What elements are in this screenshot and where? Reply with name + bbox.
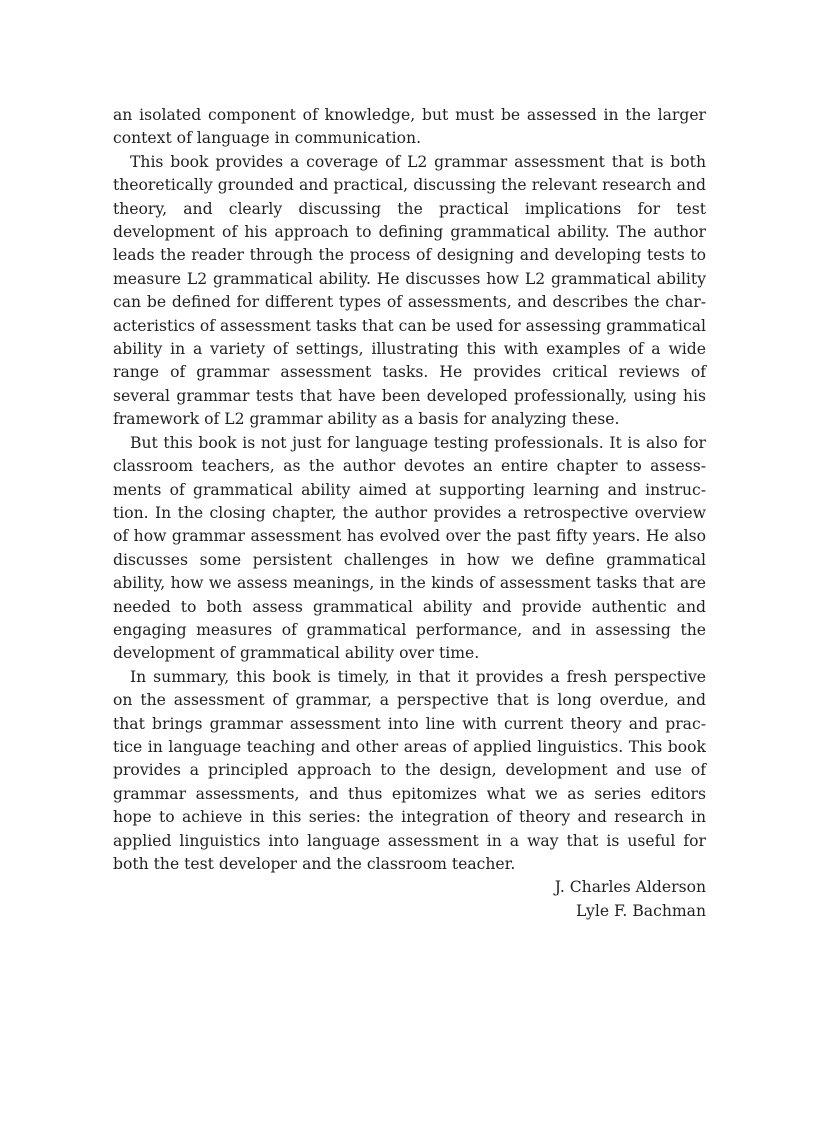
paragraph-classroom-teachers: But this book is not just for language testing professionals. It is also for classroom teachers, as the author devotes an entire chapter to assessments of grammatical ability aimed at supporting learning and instruction. In the closing chapter, the author provides a retrospective overview of how grammar assessment has evolved over the past fifty years. He also discusses some persistent challenges in how we define grammatical ability, how we assess meanings, in the kinds of assessment tasks that are needed to both assess grammatical ability and provide authentic and engaging measures of grammatical performance, and in assessing the development of grammatical ability over time. bbox=[113, 433, 706, 663]
foreword-text bbox=[113, 104, 706, 923]
paragraph-book-coverage: This book provides a coverage of L2 grammar assessment that is both theoretically grounded and practical, discussing the relevant research and theory, and clearly discussing the practical implications for test development of his approach to defining grammatical ability. The author leads the reader through the process of designing and developing tests to measure L2 grammatical ability. He discusses how L2 grammatical ability can be defined for different types of assessments, and describes the characteristics of assessment tasks that can be used for assessing grammatical ability in a variety of settings, illustrating this with examples of a wide range of grammar assessment tasks. He provides critical reviews of several grammar tests that have been developed professionally, using his framework of L2 grammar ability as a basis for analyzing these. bbox=[113, 152, 707, 429]
paragraph-summary: In summary, this book is timely, in that it provides a fresh perspective on the assessment of grammar, a perspective that is long overdue, and that brings grammar assessment into line with current theory and practice in language teaching and other areas of applied linguistics. This book provides a principled approach to the design, development and use of grammar assessments, and thus epitomizes what we as series editors hope to achieve in this series: the integration of theory and research in applied linguistics into language assessment in a way that is useful for both the test developer and the classroom teacher. bbox=[113, 667, 706, 873]
signature-alderson: J. Charles Alderson bbox=[554, 878, 706, 897]
signature-bachman: Lyle F. Bachman bbox=[575, 901, 706, 920]
paragraph-continuation: an isolated component of knowledge, but must be assessed in the larger context of language in communication. bbox=[113, 106, 706, 148]
